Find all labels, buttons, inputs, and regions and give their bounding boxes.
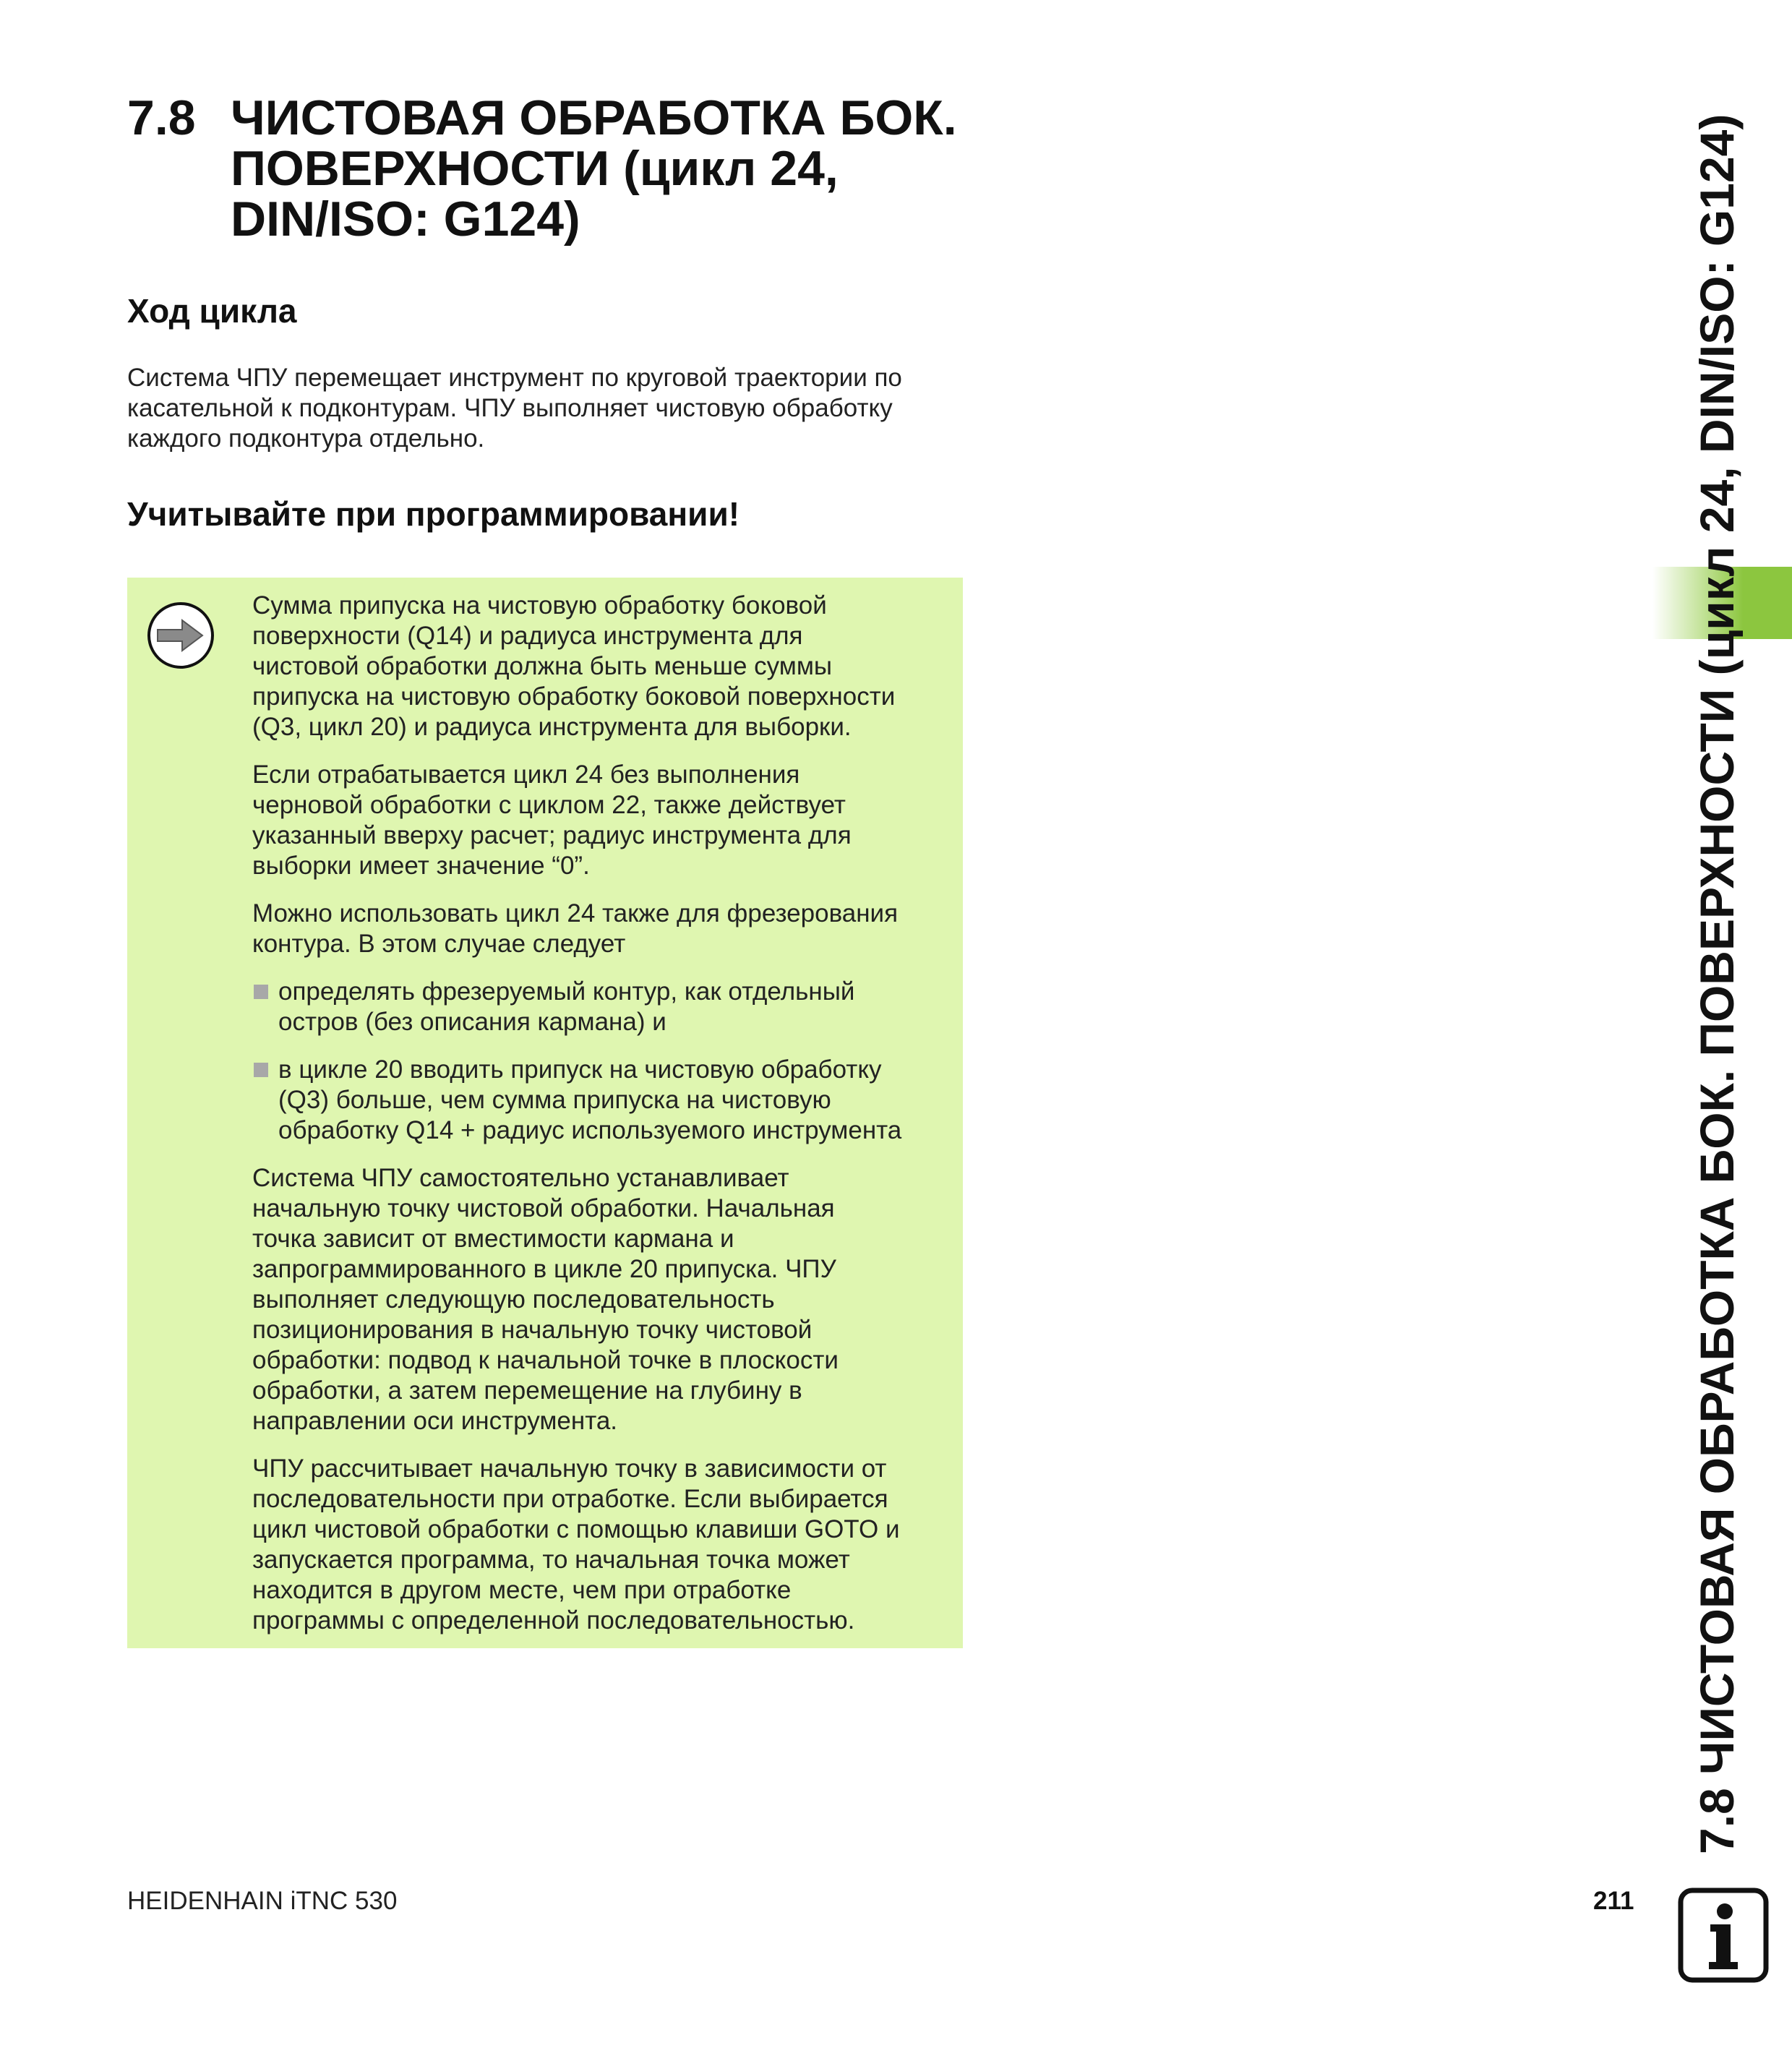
text-line: направлении оси инструмента. [252,1407,618,1435]
text-line: ЧПУ рассчитывает начальную точку в зависимости от [252,1454,887,1483]
text-line: цикл чистовой обработки с помощью клавиши GOTO и [252,1515,900,1543]
side-running-title [1684,94,1749,1854]
text-line: припуска на чистовую обработку боковой поверхности [252,682,896,711]
cycle-run-heading: Ход цикла [127,292,297,330]
text-line: касательной к подконтурам. ЧПУ выполняет чистовую обработку [127,394,893,422]
note-paragraph [252,1454,946,1636]
text-line: точка зависит от вместимости кармана и [252,1225,734,1253]
section-number: 7.8 [127,90,196,145]
text-line: программы с определенной последовательностью. [252,1606,855,1634]
section-title-line: ЧИСТОВАЯ ОБРАБОТКА БОК. [231,90,957,145]
note-body [252,591,946,1653]
text-line: позиционирования в начальную точку чистовой [252,1316,813,1344]
text-line: (Q3) больше, чем сумма припуска на чистовую [278,1086,831,1114]
text-line: обработки, а затем перемещение на глубину в [252,1376,802,1405]
footer-product-name: HEIDENHAIN iTNC 530 [127,1887,398,1915]
side-running-title-text: 7.8 ЧИСТОВАЯ ОБРАБОТКА БОК. ПОВЕРХНОСТИ (цикл 24, DIN/ISO: G124) [1690,113,1744,1854]
text-line: Система ЧПУ перемещает инструмент по круговой траектории по [127,364,902,392]
text-line: обработку Q14 + радиус используемого инструмента [278,1116,902,1144]
text-line: поверхности (Q14) и радиуса инструмента для [252,622,803,650]
text-line: чистовой обработки должна быть меньше суммы [252,652,833,680]
bullet-square-icon [254,1063,268,1077]
text-line: Если отрабатывается цикл 24 без выполнения [252,760,800,789]
text-line: контура. В этом случае следует [252,930,626,958]
text-line: остров (без описания кармана) и [278,1008,666,1036]
cycle-description [127,363,980,454]
programming-notes-heading: Учитывайте при программировании! [127,495,740,533]
section-title-line: ПОВЕРХНОСТИ (цикл 24, [231,141,839,196]
text-line: Можно использовать цикл 24 также для фрезерования [252,899,899,927]
text-line: последовательности при отработке. Если выбирается [252,1485,888,1513]
text-line: находится в другом месте, чем при отработке [252,1576,792,1604]
note-paragraph [252,899,946,959]
note-paragraph [252,760,946,881]
text-line: обработки: подвод к начальной точке в плоскости [252,1346,839,1374]
text-line: запрограммированного в цикле 20 припуска. ЧПУ [252,1255,836,1283]
text-line: в цикле 20 вводить припуск на чистовую обработку [278,1055,882,1084]
text-line: выполняет следующую последовательность [252,1285,775,1314]
section-title-line: DIN/ISO: G124) [231,192,580,247]
text-line: начальную точку чистовой обработки. Начальная [252,1194,835,1222]
text-line: запускается программа, то начальная точка может [252,1546,850,1574]
text-line: Система ЧПУ самостоятельно устанавливает [252,1164,789,1192]
text-line: определять фрезеруемый контур, как отдельный [278,977,855,1006]
text-line: Сумма припуска на чистовую обработку боковой [252,591,827,620]
text-line: выборки имеет значение “0”. [252,852,590,880]
info-icon [1677,1887,1770,1984]
note-paragraph [252,1163,946,1436]
page-number: 211 [1593,1887,1634,1915]
arrow-right-circle-icon [146,601,215,670]
note-box [127,578,963,1648]
text-line: (Q3, цикл 20) и радиуса инструмента для выборки. [252,713,852,741]
bullet-item [252,1055,946,1146]
text-line: черновой обработки с циклом 22, также действует [252,791,846,819]
bullet-item [252,977,946,1037]
text-line: каждого подконтура отдельно. [127,424,485,453]
note-paragraph [252,591,946,742]
bullet-square-icon [254,985,268,999]
text-line: указанный вверху расчет; радиус инструмента для [252,821,852,849]
